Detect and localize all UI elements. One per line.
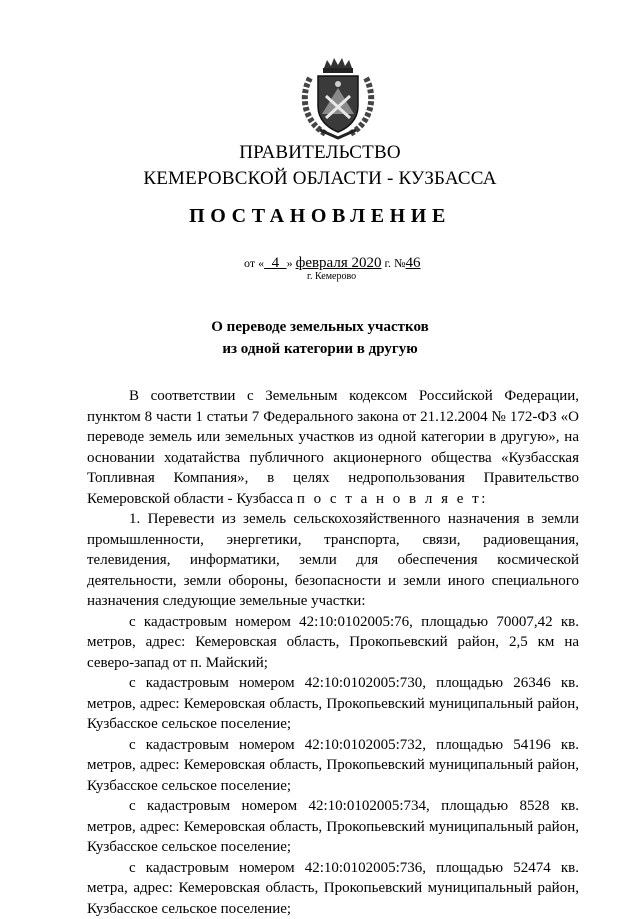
date-prefix: от « [244, 256, 264, 270]
date-day: 4 [264, 255, 287, 271]
subject-line-1: О переводе земельных участков [0, 316, 640, 338]
decree-word: п о с т а н о в л я е т: [297, 491, 488, 507]
parcel-item: с кадастровым номером 42:10:0102005:736, площадью 52474 кв. метра, адрес: Кемеровская область, Прокопьевский муниципальный район, Кузбасское сельское поселение; [87, 858, 579, 919]
city-label: г. Кемерово [307, 271, 356, 282]
region-title: КЕМЕРОВСКОЙ ОБЛАСТИ - КУЗБАССА [0, 168, 640, 190]
item-1-paragraph: 1. Перевести из земель сельскохозяйственного назначения в земли промышленности, энергетики, транспорта, связи, радиовещания, телевидения, информатики, земли для обеспечения космической деятельности, земли обороны, безопасности и земли иного специального назначения следующие земельные участки: [87, 509, 579, 612]
coat-of-arms-icon [296, 56, 380, 140]
document-body [87, 386, 579, 919]
number-label: № [394, 256, 405, 270]
parcel-item: с кадастровым номером 42:10:0102005:734, площадью 8528 кв. метров, адрес: Кемеровская область, Прокопьевский муниципальный район, Кузбасское сельское поселение; [87, 796, 579, 858]
government-title: ПРАВИТЕЛЬСТВО [0, 142, 640, 164]
parcel-item: с кадастровым номером 42:10:0102005:76, площадью 70007,42 кв. метров, адрес: Кемеровская область, Прокопьевский район, 2,5 км на северо-запад от п. Майский; [87, 612, 579, 674]
parcel-item: с кадастровым номером 42:10:0102005:730, площадью 26346 кв. метров, адрес: Кемеровская область, Прокопьевский муниципальный район, Кузбасское сельское поселение; [87, 673, 579, 735]
subject-line-2: из одной категории в другую [0, 338, 640, 360]
date-year-suffix: г. [384, 256, 391, 270]
document-subject [0, 316, 640, 360]
date-and-number-line [244, 255, 421, 272]
parcel-item: с кадастровым номером 42:10:0102005:732, площадью 54196 кв. метров, адрес: Кемеровская область, Прокопьевский муниципальный район, Кузбасское сельское поселение; [87, 735, 579, 797]
date-month-year: февраля 2020 [296, 255, 382, 271]
document-number: 46 [406, 255, 421, 271]
intro-paragraph: В соответствии с Земельным кодексом Российской Федерации, пунктом 8 части 1 статьи 7 Федерального закона от 21.12.2004 № 172-ФЗ «О переводе земель или земельных участков из одной категории в другую», на основании ходатайства публичного акционерного общества «Кузбасская Топливная Компания», в целях недропользования Правительство Кемеровской области - Кузбасса п о с т а н о в л я е т: [87, 386, 579, 509]
document-type-title: ПОСТАНОВЛЕНИЕ [0, 205, 640, 228]
date-quote-close: » [287, 256, 293, 270]
